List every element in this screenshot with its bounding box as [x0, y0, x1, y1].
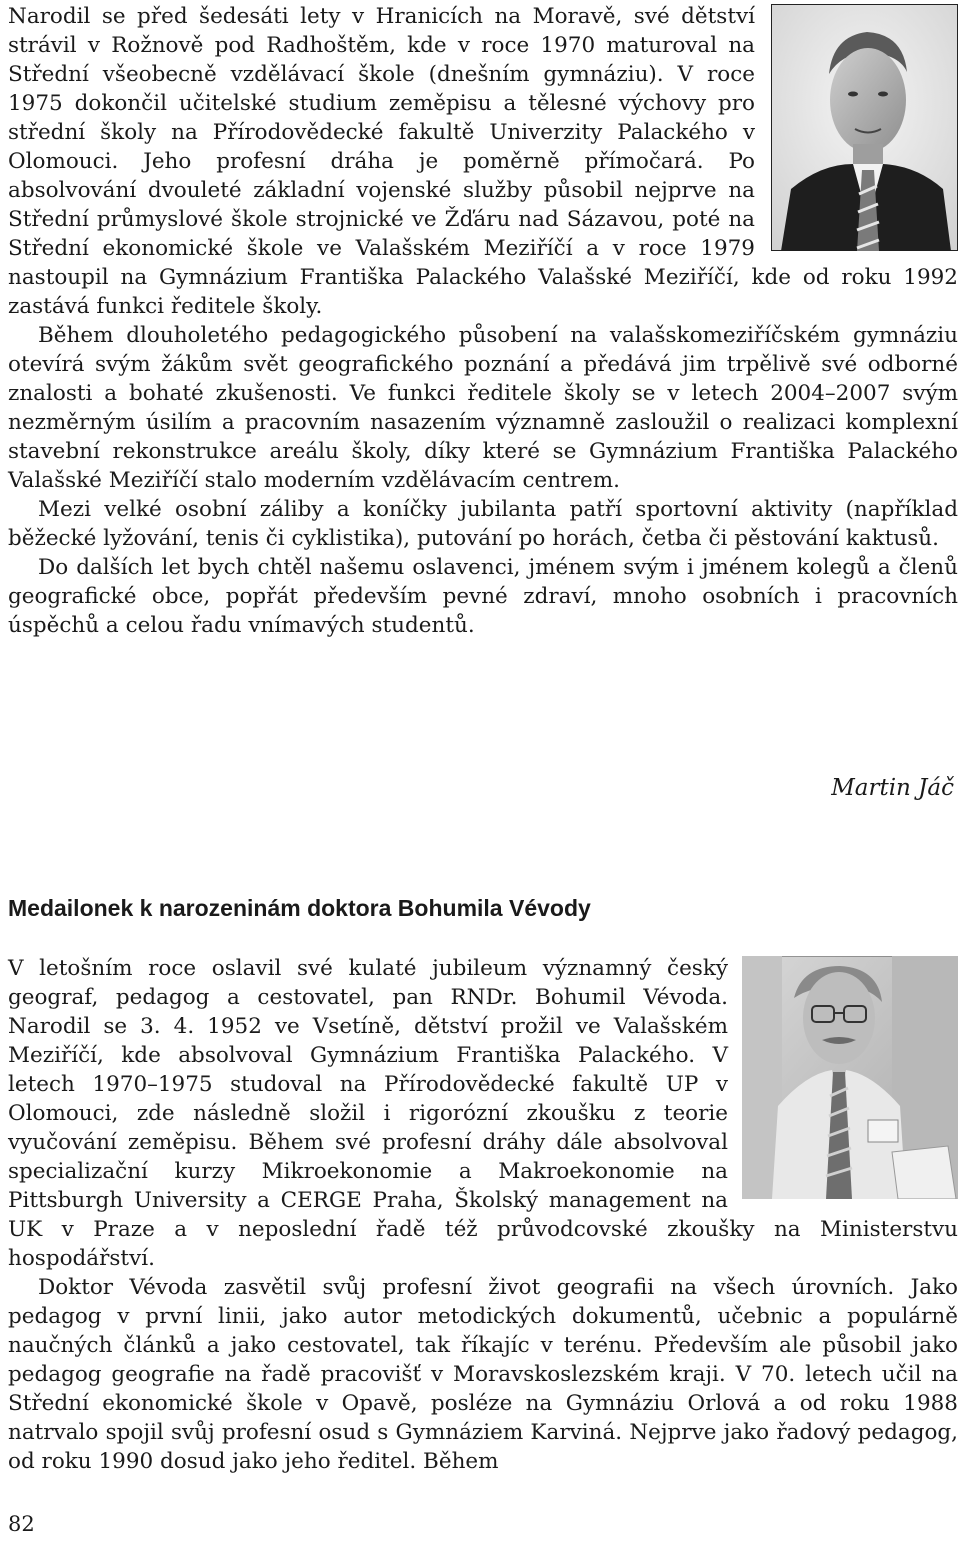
article-1-paragraph: Do dalších let bych chtěl našemu oslavenci, jménem svým i jménem kolegů a členů geografické obce, popřát především pevné zdraví, mnoho osobních i pracovních úspěchů a celou řadu vnímavých studentů. [8, 555, 958, 638]
author-signature: Martin Jáč [831, 775, 954, 801]
article-1-paragraph: Narodil se před šedesáti lety v Hranicích na Moravě, své dětství strávil v Rožnově pod Radhoštěm, kde v roce 1970 maturoval na Střední všeobecně vzdělávací škole (dnešním gymnáziu). V roce 1975 dokončil učitelské studium zeměpisu a tělesné výchovy pro střední školy na Přírodovědecké fakultě Univerzity Palackého v Olomouci. Jeho profesní dráha je poměrně přímočará. Po absolvování dvouleté základní vojenské služby působil nejprve na Střední průmyslové škole strojnické ve Žďáru nad Sázavou, poté na Střední ekonomické škole ve Valašském Meziříčí a v roce 1979 nastoupil na Gymnázium Františka Palackého Valašské Meziříčí, kde od roku 1992 zastává funkci ředitele školy. [8, 4, 958, 319]
portrait-photo-2 [742, 956, 958, 1199]
article-2-heading: Medailonek k narozeninám doktora Bohumila Vévody [8, 895, 591, 921]
page-number: 82 [8, 1512, 35, 1536]
article-2-paragraph: V letošním roce oslavil své kulaté jubileum významný český geograf, pedagog a cestovatel, pan RNDr. Bohumil Vévoda. Narodil se 3. 4. 1952 ve Vsetíně, dětství prožil ve Valašském Meziříčí, kde absolvoval Gymnázium Františka Palackého. V letech 1970–1975 studoval na Přírodovědecké fakultě UP v Olomouci, zde následně složil i rigorózní zkoušku z teorie vyučování zeměpisu. Během své profesní dráhy dále absolvoval specializační kurzy Mikroekonomie a Makroekonomie na Pittsburgh University a CERGE Praha, Školský management na UK v Praze a v neposlední řadě též průvodcovské zkoušky na Ministerstvu hospodářství. [8, 956, 958, 1271]
article-1 [8, 2, 958, 640]
article-2 [8, 954, 958, 1476]
article-1-paragraph: Mezi velké osobní záliby a koníčky jubilanta patří sportovní aktivity (například běžecké lyžování, tenis či cyklistika), putování po horách, četba či pěstování kaktusů. [8, 497, 958, 551]
article-1-paragraph: Během dlouholetého pedagogického působení na valašskomeziříčském gymnáziu otevírá svým žákům svět geografického poznání a předává jim trpělivě své odborné znalosti a bohaté zkušenosti. Ve funkci ředitele školy se v letech 2004–2007 svým nezměrným úsilím a pracovním nasazením významně zasloužil o realizaci komplexní stavební rekonstrukce areálu školy, díky které se Gymnázium Františka Palackého Valašské Meziříčí stalo moderním vzdělávacím centrem. [8, 323, 958, 493]
article-2-paragraph: Doktor Vévoda zasvětil svůj profesní život geografii na všech úrovních. Jako pedagog v první linii, jako autor metodických dokumentů, učebnic a populárně naučných článků a jako cestovatel, tak říkajíc v terénu. Především ale působil jako pedagog geografie na řadě pracovišť v Moravskoslezském kraji. V 70. letech učil na Střední ekonomické škole v Opavě, posléze na Gymnáziu Orlová a od roku 1988 natrvalo spojil svůj profesní osud s Gymnáziem Karviná. Nejprve jako řadový pedagog, od roku 1990 dosud jako jeho ředitel. Během [8, 1275, 958, 1474]
portrait-photo-1 [771, 4, 958, 251]
